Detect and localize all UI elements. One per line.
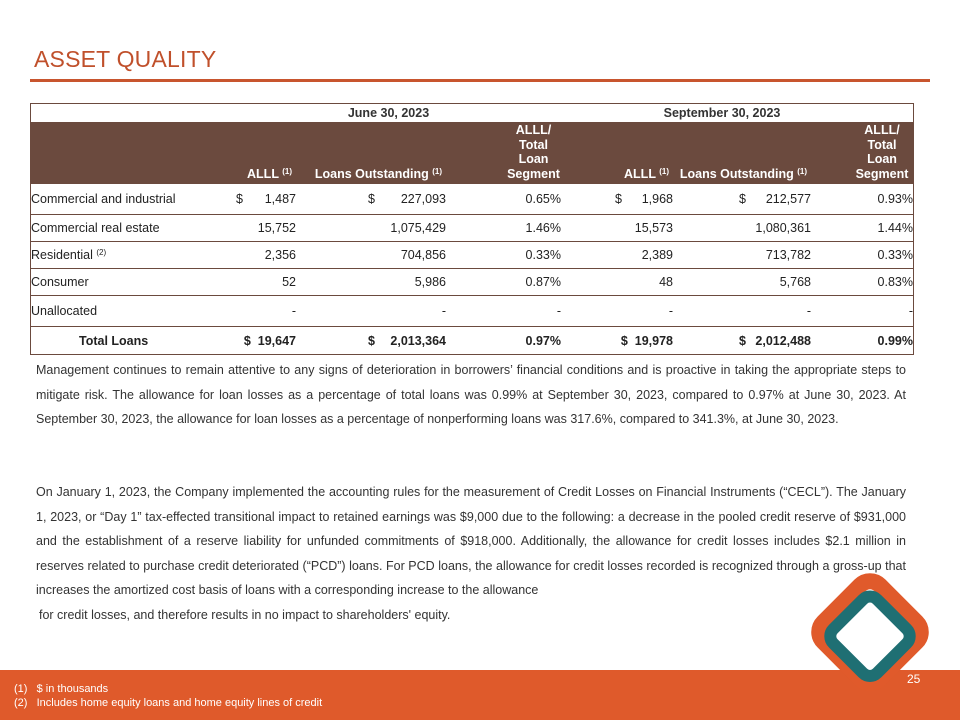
cell-jun-alll: $ 1,487 [236, 184, 296, 215]
cell-jun-alll: 2,356 [236, 242, 296, 269]
total-row [31, 327, 913, 355]
cell-sep-alll: - [561, 296, 673, 327]
cell-jun-ratio: 0.87% [446, 269, 561, 296]
cell-jun-alll: 15,752 [236, 215, 296, 242]
cell-jun-ratio: 0.65% [446, 184, 561, 215]
cell-sep-ratio: 1.44% [811, 215, 913, 242]
total-sep-alll: $ 19,978 [620, 333, 673, 348]
cell-jun-alll: - [236, 296, 296, 327]
footnote-2: (2) Includes home equity loans and home equity lines of credit [14, 697, 323, 709]
table-row [31, 269, 913, 296]
cell-jun-alll: 52 [236, 269, 296, 296]
total-label: Total Loans [79, 333, 149, 348]
table-row [31, 242, 913, 269]
table-row [31, 296, 913, 327]
total-jun-loans: $ 2,013,364 [368, 333, 446, 348]
row-label: Consumer [31, 269, 236, 296]
period-september: September 30, 2023 [561, 104, 913, 123]
cell-sep-loans: - [673, 296, 811, 327]
col-alll-june: ALLL $^{(1)}$ [236, 123, 296, 185]
column-header-row [31, 123, 913, 185]
col-ratio-september: ALLL/ Total Loan Segment [811, 123, 913, 185]
footnote-ref: (2) [96, 248, 107, 257]
cell-sep-loans: $ 212,577 [673, 184, 811, 215]
cell-sep-ratio: 0.83% [811, 269, 913, 296]
cell-sep-alll: $ 1,968 [561, 184, 673, 215]
cell-sep-ratio: 0.33% [811, 242, 913, 269]
page-title: ASSET QUALITY [34, 46, 217, 72]
col-loans-june: Loans Outstanding $^{(1)}$ [296, 123, 446, 185]
paragraph-cecl [36, 480, 906, 627]
title-divider [30, 79, 930, 82]
cell-jun-loans: 5,986 [296, 269, 446, 296]
cell-sep-loans: 713,782 [673, 242, 811, 269]
total-jun-alll: $ 19,647 [243, 333, 296, 348]
cell-jun-loans: $ 227,093 [296, 184, 446, 215]
total-jun-ratio: 0.97% [525, 333, 561, 348]
page-number: 25 [907, 672, 921, 686]
cell-jun-loans: 1,075,429 [296, 215, 446, 242]
cell-jun-loans: 704,856 [296, 242, 446, 269]
footnote-1: (1) $ in thousands [14, 683, 109, 695]
cell-jun-ratio: 1.46% [446, 215, 561, 242]
total-sep-loans: $ 2,012,488 [739, 333, 811, 348]
col-ratio-june: ALLL/ Total Loan Segment [446, 123, 561, 185]
row-label: Unallocated [31, 296, 236, 327]
cell-sep-alll: 15,573 [561, 215, 673, 242]
paragraph-risk-management: Management continues to remain attentive to any signs of deterioration in borrowers’ financial conditions and is proactive in taking the appropriate steps to mitigate risk. The allowance for loan losses as a percentage of total loans was 0.99% at September 30, 2023, compared to 0.97% at June 30, 2023. At September 30, 2023, the allowance for loan losses as a percentage of nonperforming loans was 317.6%, compared to 341.3%, at June 30, 2023. [36, 363, 906, 426]
row-label: Commercial real estate [31, 215, 236, 242]
cell-jun-loans: - [296, 296, 446, 327]
cell-jun-ratio: - [446, 296, 561, 327]
cell-sep-loans: 5,768 [673, 269, 811, 296]
cell-sep-loans: 1,080,361 [673, 215, 811, 242]
total-sep-ratio: 0.99% [877, 333, 913, 348]
asset-quality-table [30, 103, 914, 355]
row-label: Commercial and industrial [31, 184, 236, 215]
table-row [31, 215, 913, 242]
paragraph-cecl-body: On January 1, 2023, the Company implemented the accounting rules for the measurement of Credit Losses on Financial Instruments (“CECL”). The January 1, 2023, or “Day 1” tax-effected transitional impact to retained earnings was $9,000 due to the following: a decrease in the pooled credit reserve of $931,000 and the establishment of a reserve liability for unfunded commitments of $918,000. Additionally, the allowance for credit losses includes $2.1 million in reserves related to purchase credit deteriorated (“PCD”) loans. For PCD loans, the allowance for credit losses recorded is recognized through a gross-up that increases the amortized cost basis of loans with a corresponding increase to the allowance [36, 485, 906, 597]
cell-jun-ratio: 0.33% [446, 242, 561, 269]
period-header-row [31, 104, 913, 123]
cell-sep-ratio: - [811, 296, 913, 327]
table-row [31, 184, 913, 215]
col-alll-september: ALLL $^{(1)}$ [561, 123, 673, 185]
period-june: June 30, 2023 [236, 104, 561, 123]
cell-sep-alll: 2,389 [561, 242, 673, 269]
diamond-logo-icon [806, 568, 934, 696]
row-label: Residential $^{(2)}$ [31, 242, 236, 269]
cell-sep-alll: 48 [561, 269, 673, 296]
cell-sep-ratio: 0.93% [811, 184, 913, 215]
col-loans-september: Loans Outstanding $^{(1)}$ [673, 123, 811, 185]
paragraph-cecl-tail: for credit losses, and therefore results in no impact to shareholders' equity. [39, 607, 451, 622]
